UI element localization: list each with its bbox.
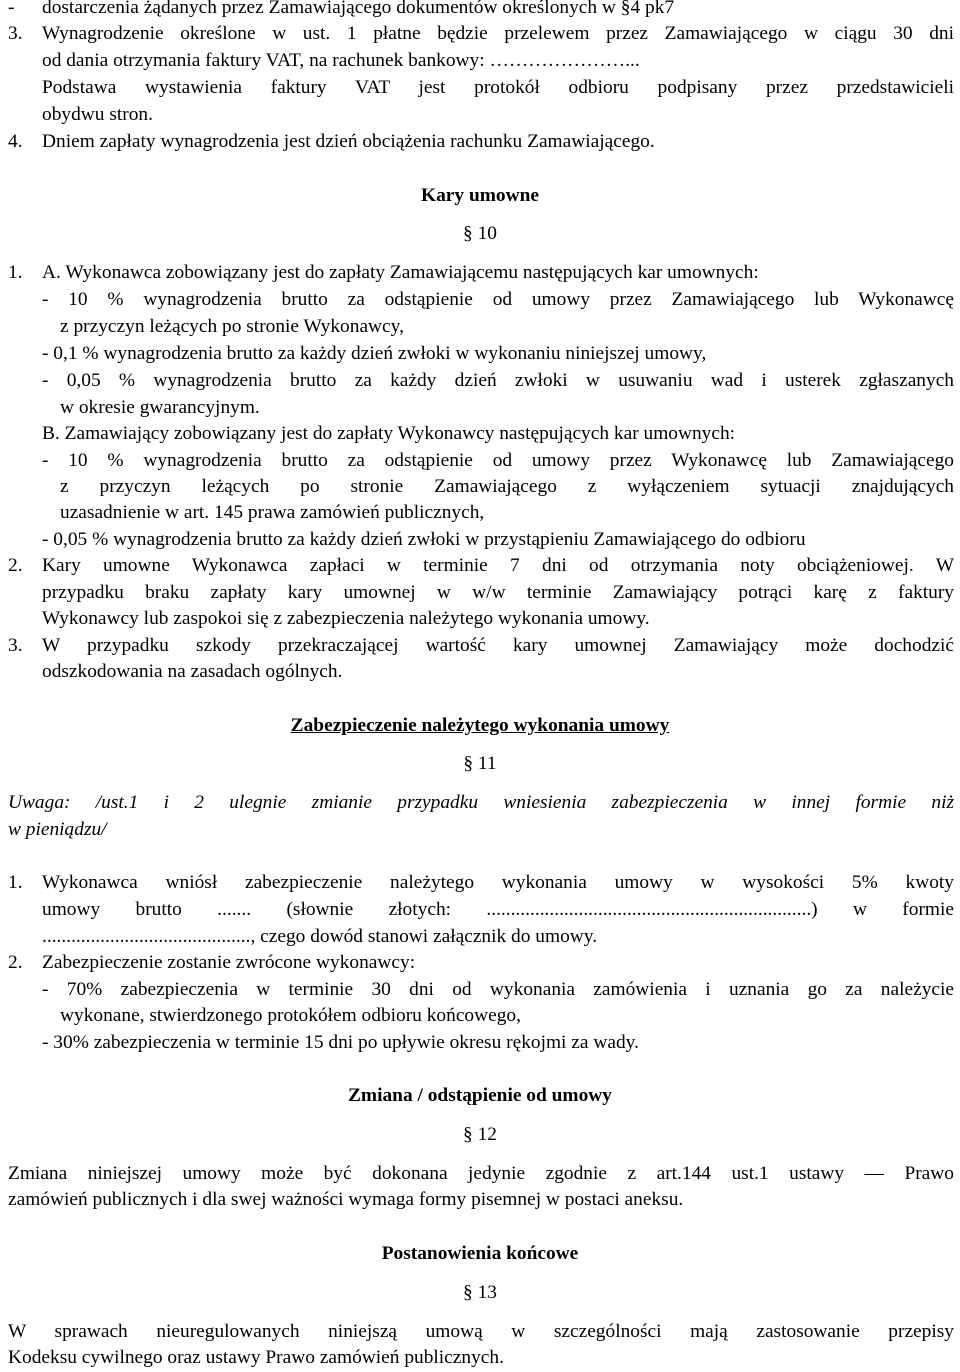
- text-line: w okresie gwarancyjnym.: [60, 397, 260, 418]
- item-number: 3.: [8, 635, 23, 656]
- note-text: Uwaga: /ust.1 i 2 ulegnie zmianie przypadku wniesienia zabezpieczenia w innej formie niż: [8, 792, 954, 813]
- text-line: - 10 % wynagrodzenia brutto za odstąpienie od umowy przez Wykonawcę lub Zamawiającego: [42, 450, 954, 471]
- section-number: § 13: [463, 1282, 497, 1303]
- text-line: B. Zamawiający zobowiązany jest do zapłaty Wykonawcy następujących kar umownych:: [42, 423, 736, 444]
- text-line: Wynagrodzenie określone w ust. 1 płatne będzie przelewem przez Zamawiającego w ciągu 30 dni: [42, 23, 954, 44]
- text-line: ..........................................., czego dowód stanowi załącznik do umowy.: [42, 926, 598, 947]
- text-line: Zmiana niniejszej umowy może być dokonana jedynie zgodnie z art.144 ust.1 ustawy — Prawo: [8, 1163, 954, 1184]
- section-number: § 10: [463, 223, 497, 244]
- text-line: odszkodowania na zasadach ogólnych.: [42, 661, 343, 682]
- item-number: 4.: [8, 131, 23, 152]
- section-heading: Postanowienia końcowe: [381, 1243, 579, 1264]
- text-line: - 0,05 % wynagrodzenia brutto za każdy dzień zwłoki w usuwaniu wad i usterek zgłaszanych: [42, 370, 954, 391]
- text-line: umowy brutto ....... (słownie złotych: ...................................................................) w formie: [42, 899, 954, 920]
- text-line: Kary umowne Wykonawca zapłaci w terminie 7 dni od otrzymania noty obciążeniowej. W: [42, 555, 954, 576]
- text-line: W przypadku szkody przekraczającej wartość kary umownej Zamawiający może dochodzić: [42, 635, 954, 656]
- text-line: - 30% zabezpieczenia w terminie 15 dni po upływie okresu rękojmi za wady.: [42, 1032, 639, 1053]
- text-line: Zabezpieczenie zostanie zwrócone wykonawcy:: [42, 952, 416, 973]
- item-number: 1.: [8, 872, 23, 893]
- text-line: - 0,1 % wynagrodzenia brutto za każdy dzień zwłoki w wykonaniu niniejszej umowy,: [42, 343, 707, 364]
- section-number: § 11: [463, 753, 497, 774]
- text-line: zamówień publicznych i dla swej ważności wymaga formy pisemnej w postaci aneksu.: [8, 1189, 684, 1210]
- text-line: Dniem zapłaty wynagrodzenia jest dzień obciążenia rachunku Zamawiającego.: [42, 131, 655, 152]
- text-line: od dania otrzymania faktury VAT, na rachunek bankowy: …………………...: [42, 50, 640, 71]
- text-line: obydwu stron.: [42, 104, 153, 125]
- text-line: A. Wykonawca zobowiązany jest do zapłaty Zamawiającemu następujących kar umownych:: [42, 262, 759, 283]
- section-heading: Kary umowne: [421, 185, 539, 206]
- text-line: Wykonawcy lub zaspokoi się z zabezpieczenia należytego wykonania umowy.: [42, 608, 650, 629]
- text-line: Kodeksu cywilnego oraz ustawy Prawo zamówień publicznych.: [8, 1347, 504, 1368]
- section-heading: Zabezpieczenie należytego wykonania umowy: [290, 715, 670, 736]
- item-number: 2.: [8, 952, 23, 973]
- section-heading: Zmiana / odstąpienie od umowy: [348, 1085, 612, 1106]
- text-line: dostarczenia żądanych przez Zamawiającego dokumentów określonych w §4 pk7: [42, 0, 675, 18]
- text-line: uzasadnienie w art. 145 prawa zamówień publicznych,: [60, 502, 485, 523]
- item-number: 3.: [8, 23, 23, 44]
- text-line: wykonane, stwierdzonego protokółem odbioru końcowego,: [60, 1005, 521, 1026]
- item-number: 2.: [8, 555, 23, 576]
- text-line: Podstawa wystawienia faktury VAT jest protokół odbioru podpisany przez przedstawicieli: [42, 77, 954, 98]
- text-line: - 70% zabezpieczenia w terminie 30 dni od wykonania zamówienia i uznania go za należycie: [42, 979, 954, 1000]
- text-line: z przyczyn leżących po stronie Zamawiającego z wyłączeniem sytuacji znajdujących: [60, 476, 954, 497]
- text-line: - 0,05 % wynagrodzenia brutto za każdy dzień zwłoki w przystąpieniu Zamawiającego do odbioru: [42, 529, 806, 550]
- note-text: w pieniądzu/: [8, 819, 107, 840]
- text-line: przypadku braku zapłaty kary umownej w w/w terminie Zamawiający potrąci karę z faktury: [42, 582, 954, 603]
- section-number: § 12: [463, 1124, 497, 1145]
- text-line: Wykonawca wniósł zabezpieczenie należytego wykonania umowy w wysokości 5% kwoty: [42, 872, 954, 893]
- text-line: - 10 % wynagrodzenia brutto za odstąpienie od umowy przez Zamawiającego lub Wykonawcę: [42, 289, 954, 310]
- text-line: z przyczyn leżących po stronie Wykonawcy,: [60, 316, 404, 337]
- list-dash: -: [8, 0, 15, 18]
- text-line: W sprawach nieuregulowanych niniejszą umową w szczególności mają zastosowanie przepisy: [8, 1321, 954, 1342]
- item-number: 1.: [8, 262, 23, 283]
